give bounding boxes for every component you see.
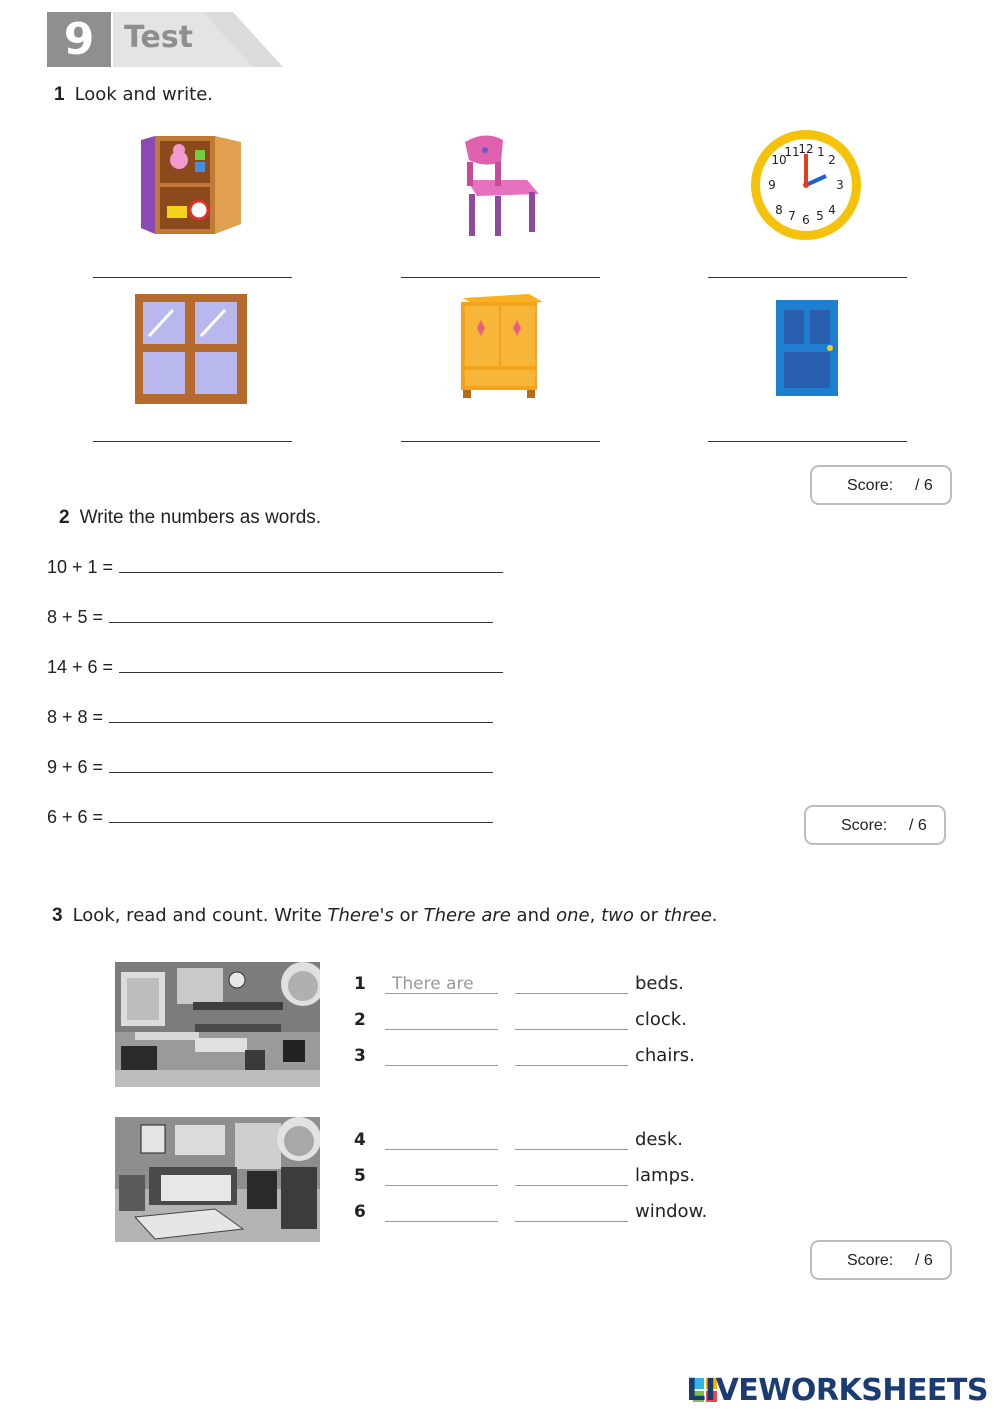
answer-blank[interactable] <box>385 1065 498 1066</box>
girls-bedroom-picture <box>115 1117 320 1242</box>
answer-line[interactable] <box>708 277 907 278</box>
item-word: clock. <box>635 1009 687 1030</box>
svg-text:1: 1 <box>817 145 825 159</box>
equation-text: 10 + 1 = <box>47 557 114 577</box>
score-box <box>810 465 952 505</box>
svg-text:7: 7 <box>788 209 796 223</box>
item-word: lamps. <box>635 1165 696 1186</box>
answer-line[interactable] <box>93 277 292 278</box>
score-box <box>810 1240 952 1280</box>
svg-text:3: 3 <box>836 178 844 192</box>
unit-number-badge: 9 <box>47 12 111 67</box>
score-total: / 6 <box>909 817 927 834</box>
svg-text:6: 6 <box>802 213 810 227</box>
answer-line[interactable] <box>109 806 493 823</box>
svg-text:8: 8 <box>775 203 783 217</box>
answer-line[interactable] <box>109 756 493 773</box>
score-label: Score: <box>841 817 888 834</box>
answer-line[interactable] <box>109 606 493 623</box>
answer-blank[interactable] <box>385 993 498 994</box>
section-instruction: Look, read and count. Write There's or There are and one, two or three. <box>72 905 718 926</box>
answer-line[interactable] <box>401 277 600 278</box>
svg-text:12: 12 <box>798 142 814 156</box>
svg-text:10: 10 <box>771 153 787 167</box>
answer-line[interactable] <box>708 441 907 442</box>
wardrobe-icon <box>443 292 563 407</box>
equation-text: 9 + 6 = <box>47 757 104 777</box>
example-answer: There are <box>392 974 474 994</box>
clock-icon <box>748 128 868 243</box>
window-icon <box>133 292 253 407</box>
answer-line[interactable] <box>109 706 493 723</box>
door-icon <box>748 292 868 407</box>
answer-blank[interactable] <box>385 1149 498 1150</box>
section-2-title <box>59 507 321 529</box>
equation-row <box>47 756 493 778</box>
answer-blank[interactable] <box>385 1029 498 1030</box>
equation-text: 8 + 5 = <box>47 607 104 627</box>
score-box <box>804 805 946 845</box>
item-word: beds. <box>635 973 685 994</box>
svg-text:9: 9 <box>768 178 776 192</box>
brand-wordmark[interactable]: LIVEWORKSHEETS <box>686 1373 988 1408</box>
answer-line[interactable] <box>93 441 292 442</box>
item-word: desk. <box>635 1129 684 1150</box>
answer-blank[interactable] <box>515 1029 628 1030</box>
answer-blank[interactable] <box>515 1185 628 1186</box>
item-number: 3 <box>354 1046 366 1066</box>
equation-row <box>47 806 493 828</box>
section-3-title <box>52 905 718 927</box>
section-instruction: Write the numbers as words. <box>79 507 322 528</box>
answer-blank[interactable] <box>515 1221 628 1222</box>
svg-text:11: 11 <box>784 145 800 159</box>
item-number: 6 <box>354 1202 366 1222</box>
svg-text:5: 5 <box>816 209 824 223</box>
equation-row <box>47 656 503 678</box>
item-number: 5 <box>354 1166 366 1186</box>
item-word: chairs. <box>635 1045 695 1066</box>
equation-row <box>47 606 493 628</box>
svg-text:4: 4 <box>828 203 836 217</box>
svg-text:2: 2 <box>828 153 836 167</box>
answer-blank[interactable] <box>515 1065 628 1066</box>
item-number: 4 <box>354 1130 366 1150</box>
section-number: 2 <box>59 507 70 528</box>
score-label: Score: <box>847 477 894 494</box>
page-title: Test <box>124 20 194 55</box>
equation-row <box>47 556 503 578</box>
section-number: 3 <box>52 905 63 926</box>
equation-text: 14 + 6 = <box>47 657 114 677</box>
equation-text: 8 + 8 = <box>47 707 104 727</box>
section-1-title <box>54 84 213 106</box>
boys-bedroom-picture <box>115 962 320 1087</box>
answer-line[interactable] <box>401 441 600 442</box>
score-label: Score: <box>847 1252 894 1269</box>
chair-icon <box>443 128 563 243</box>
answer-blank[interactable] <box>385 1185 498 1186</box>
equation-row <box>47 706 493 728</box>
score-total: / 6 <box>915 477 933 494</box>
answer-line[interactable] <box>119 656 503 673</box>
toy-cupboard-icon <box>133 128 253 243</box>
answer-line[interactable] <box>119 556 503 573</box>
answer-blank[interactable] <box>385 1221 498 1222</box>
item-number: 1 <box>354 974 366 994</box>
answer-blank[interactable] <box>515 1149 628 1150</box>
item-word: window. <box>635 1201 708 1222</box>
equation-text: 6 + 6 = <box>47 807 104 827</box>
item-number: 2 <box>354 1010 366 1030</box>
answer-blank[interactable] <box>515 993 628 994</box>
section-number: 1 <box>54 84 65 105</box>
score-total: / 6 <box>915 1252 933 1269</box>
section-instruction: Look and write. <box>74 84 214 105</box>
